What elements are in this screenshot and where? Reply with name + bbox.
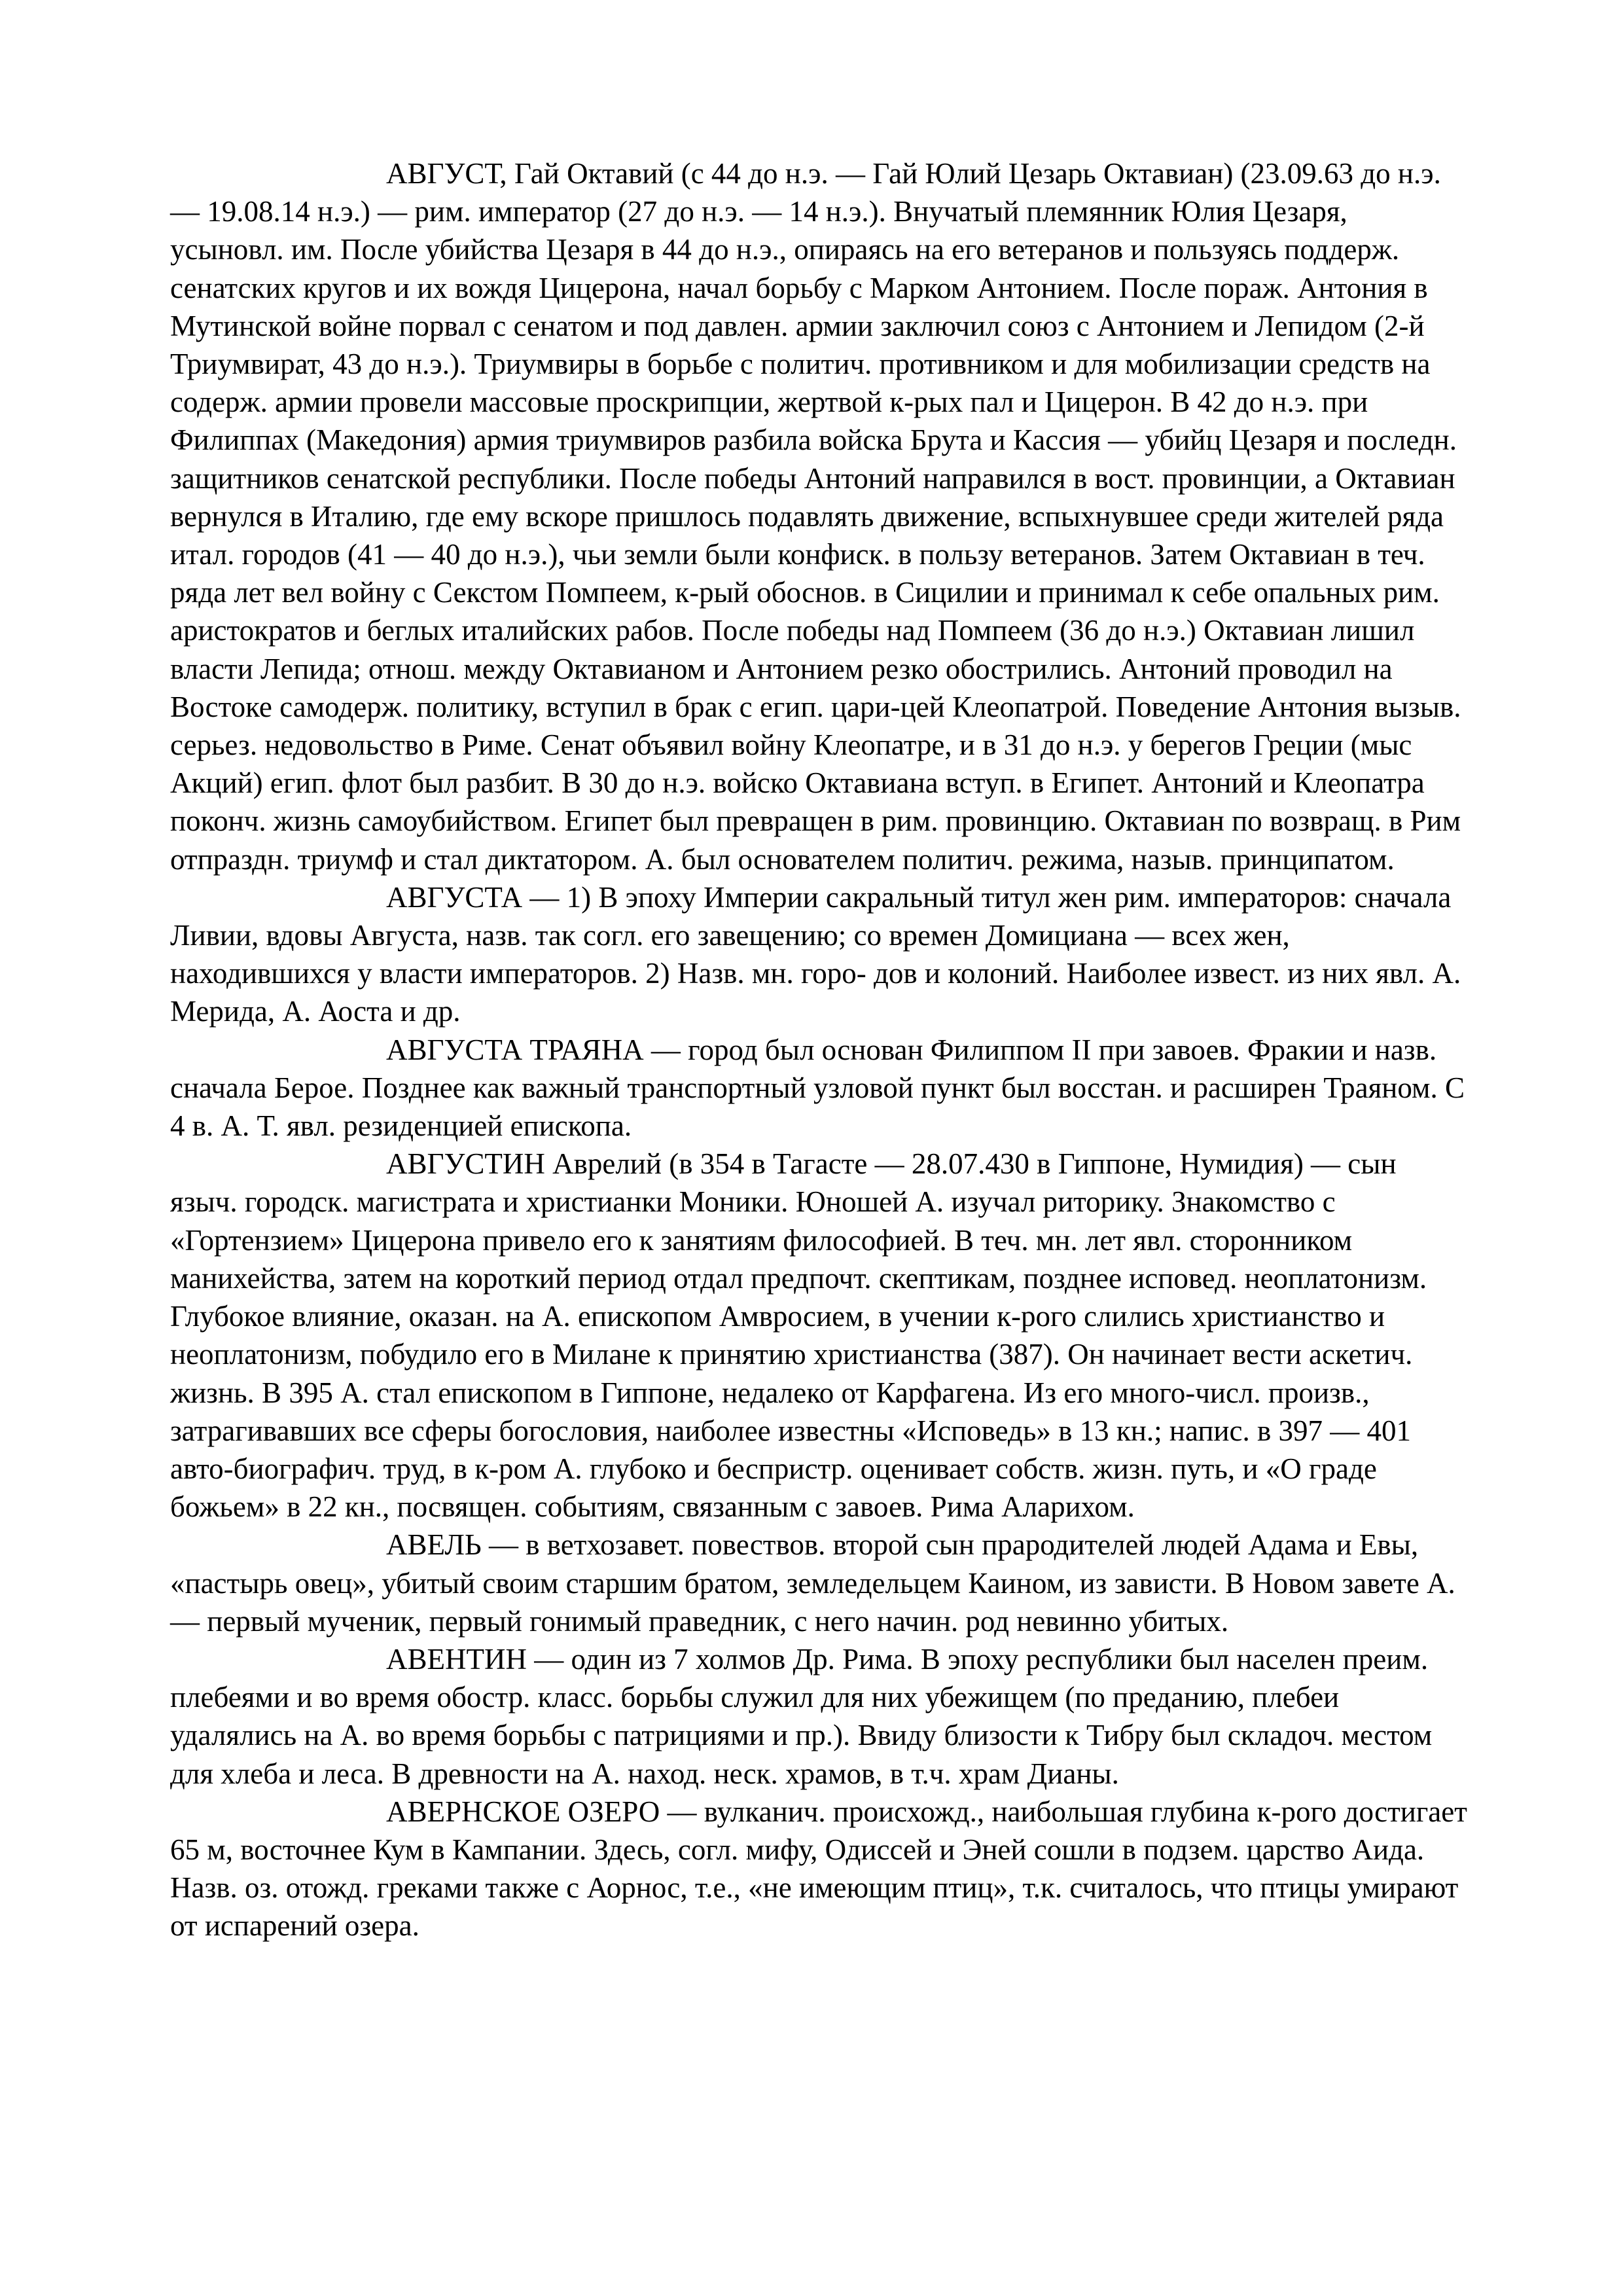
text-column (170, 154, 1467, 1945)
entry-avgust: АВГУСТ, Гай Октавий (с 44 до н.э. — Гай Юлий Цезарь Октавиан) (23.09.63 до н.э. — 19.08.14 н.э.) — рим. император (27 до н.э. — 14 н.э.). Внучатый племянник Юлия Цезаря, усыновл. им. После убийства Цезаря в 44 до н.э., опираясь на его ветеранов и пользуясь поддерж. сенатских кругов и их вождя Цицерона, начал борьбу с Марком Антонием. После пораж. Антония в Мутинской войне порвал с сенатом и под давлен. армии заключил союз с Антонием и Лепидом (2-й Триумвират, 43 до н.э.). Триумвиры в борьбе с политич. противником и для мобилизации средств на содерж. армии провели массовые проскрипции, жертвой к-рых пал и Цицерон. В 42 до н.э. при Филиппах (Македония) армия триумвиров разбила войска Брута и Кассия — убийц Цезаря и последн. защитников сенатской республики. После победы Антоний направился в вост. провинции, а Октавиан вернулся в Италию, где ему вскоре пришлось подавлять движение, вспыхнувшее среди жителей ряда итал. городов (41 — 40 до н.э.), чьи земли были конфиск. в пользу ветеранов. Затем Октавиан в теч. ряда лет вел войну с Секстом Помпеем, к-рый обоснов. в Сицилии и принимал к себе опальных рим. аристократов и беглых италийских рабов. После победы над Помпеем (36 до н.э.) Октавиан лишил власти Лепида; отнош. между Октавианом и Антонием резко обострились. Антоний проводил на Востоке самодерж. политику, вступил в брак с егип. цари-цей Клеопатрой. Поведение Антония вызыв. серьез. недовольство в Риме. Сенат объявил войну Клеопатре, и в 31 до н.э. у берегов Греции (мыс Акций) егип. флот был разбит. В 30 до н.э. войско Октавиана вступ. в Египет. Антоний и Клеопатра поконч. жизнь самоубийством. Египет был превращен в рим. провинцию. Октавиан по возвращ. в Рим отпраздн. триумф и стал диктатором. А. был основателем политич. режима, назыв. принципатом. (170, 157, 1461, 876)
entry-avel: АВЕЛЬ — в ветхозавет. повествов. второй сын прародителей людей Адама и Евы, «пастырь овец», убитый своим старшим братом, земледельцем Каином, из зависти. В Новом завете А. — первый мученик, первый гонимый праведник, с него начин. род невинно убитых. (170, 1528, 1455, 1638)
entry-aventin: АВЕНТИН — один из 7 холмов Др. Рима. В эпоху республики был населен преим. плебеями и во время обостр. класс. борьбы служил для них убежищем (по преданию, плебеи удалялись на А. во время борьбы с патрициями и пр.). Ввиду близости к Тибру был складоч. местом для хлеба и леса. В древности на А. наход. неск. храмов, в т.ч. храм Дианы. (170, 1642, 1433, 1790)
entry-avernskoe-ozero: АВЕРНСКОЕ ОЗЕРО — вулканич. происхожд., наибольшая глубина к-рого достигает 65 м, восточнее Кум в Кампании. Здесь, согл. мифу, Одиссей и Эней сошли в подзем. царство Аида. Назв. оз. отожд. греками также с Аорнос, т.е., «не имеющим птиц», т.к. считалось, что птицы умирают от испарений озера. (170, 1795, 1467, 1943)
entry-avgusta-trayana: АВГУСТА ТРАЯНА — город был основан Филиппом II при завоев. Фракии и назв. сначала Берое. Позднее как важный транспортный узловой пункт был восстан. и расширен Траяном. С 4 в. А. Т. явл. резиденцией епископа. (170, 1033, 1465, 1143)
entry-avgusta: АВГУСТА — 1) В эпоху Империи сакральный титул жен рим. императоров: сначала Ливии, вдовы Августа, назв. так согл. его завещению; со времен Домициана — всех жен, находившихся у власти императоров. 2) Назв. мн. горо- дов и колоний. Наиболее извест. из них явл. А. Мерида, А. Аоста и др. (170, 880, 1461, 1028)
entry-avgustin: АВГУСТИН Аврелий (в 354 в Тагасте — 28.07.430 в Гиппоне, Нумидия) — сын языч. городск. магистрата и христианки Моники. Юношей А. изучал риторику. Знакомство с «Гортензием» Цицерона привело его к занятиям философией. В теч. мн. лет явл. сторонником манихейства, затем на короткий период отдал предпочт. скептикам, позднее исповед. неоплатонизм. Глубокое влияние, оказан. на А. епископом Амвросием, в учении к-рого слились христианство и неоплатонизм, побудило его в Милане к принятию христианства (387). Он начинает вести аскетич. жизнь. В 395 А. стал епископом в Гиппоне, недалеко от Карфагена. Из его много-числ. произв., затрагивавших все сферы богословия, наиболее известны «Исповедь» в 13 кн.; напис. в 397 — 401 авто-биографич. труд, в к-ром А. глубоко и беспристр. оценивает собств. жизн. путь, и «О граде божьем» в 22 кн., посвящен. событиям, связанным с завоев. Рима Аларихом. (170, 1147, 1427, 1524)
